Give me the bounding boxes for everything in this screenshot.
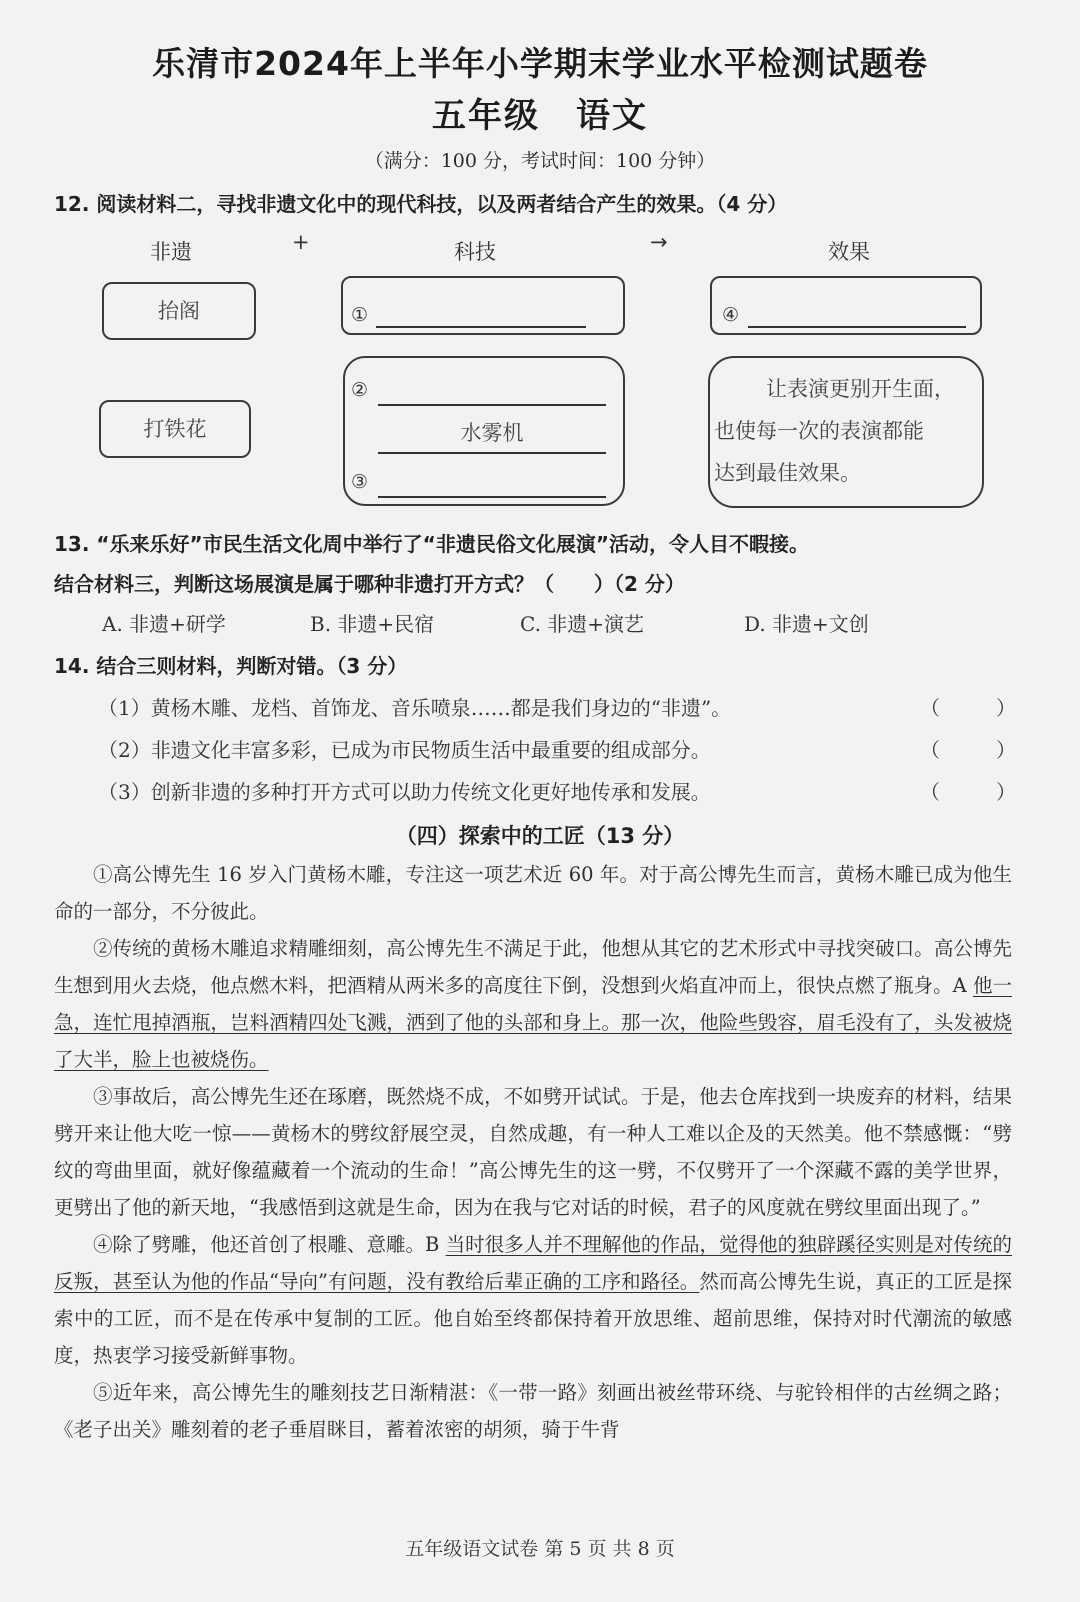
option-c[interactable]: C. 非遗+演艺 xyxy=(520,612,645,636)
column-heritage: 非遗 xyxy=(150,240,192,264)
subject-label: 语文 xyxy=(576,96,648,136)
underlined-sentence-b: 当时很多人并不理解他的作品，觉得他的独辟蹊径实则是对传统的反叛，甚至认为他的作品“导向”有问题，没有教给后辈正确的工序和路径。 xyxy=(54,1233,1012,1293)
question-14: 14. 结合三则材料，判断对错。（3 分） xyxy=(54,654,408,678)
question-13-line-1: 13. “乐来乐好”市民生活文化周中举行了“非遗民俗文化展演”活动，令人目不暇接。 xyxy=(54,532,809,556)
paragraph-4 xyxy=(54,1226,1012,1374)
paragraph-4-text-a: ④除了劈雕，他还首创了根雕、意雕。B xyxy=(93,1233,446,1256)
exam-info: （满分：100 分，考试时间：100 分钟） xyxy=(364,150,716,172)
paragraph-3: ③事故后，高公博先生还在琢磨，既然烧不成，不如劈开试试。于是，他去仓库找到一块废弃的材料，结果劈开来让他大吃一惊——黄杨木的劈纹舒展空灵，自然成趣，有一种人工难以企及的天然美。他不禁感慨：“劈纹的弯曲里面，就好像蕴藏着一个流动的生命！”高公博先生的这一劈，不仅劈开了一个深藏不露的美学世界，更劈出了他的新天地，“我感悟到这就是生命，因为在我与它对话的时候，君子的风度就在劈纹里面出现了。” xyxy=(54,1085,1012,1219)
option-a[interactable]: A. 非遗+研学 xyxy=(102,612,226,636)
paragraph-1: ①高公博先生 16 岁入门黄杨木雕，专注这一项艺术近 60 年。对于高公博先生而言，黄杨木雕已成为他生命的一部分，不分彼此。 xyxy=(54,863,1012,923)
answer-blank-2[interactable] xyxy=(378,404,606,406)
blank-number-2: ② xyxy=(351,379,369,401)
page-footer: 五年级语文试卷 第 5 页 共 8 页 xyxy=(405,1538,675,1560)
answer-blank-3[interactable] xyxy=(378,496,606,498)
underlined-sentence-a: 他一急，连忙甩掉酒瓶，岂料酒精四处飞溅，洒到了他的头部和身上。那一次，他险些毁容，眉毛没有了，头发被烧了大半，脸上也被烧伤。 xyxy=(54,974,1012,1071)
judge-paren-left-1[interactable]: （ xyxy=(920,696,940,720)
judge-paren-left-2[interactable]: （ xyxy=(920,738,940,762)
column-tech: 科技 xyxy=(454,240,496,264)
reading-passage xyxy=(54,856,1012,1448)
column-effect: 效果 xyxy=(828,240,870,264)
paragraph-4-text-b: 然而高公博先生说，真正的工匠是探索中的工匠，而不是在传承中复制的工匠。他自始至终都保持着开放思维、超前思维，保持对时代潮流的敏感度，热衷学习接受新鲜事物。 xyxy=(54,1270,1012,1367)
paragraph-2-text: ②传统的黄杨木雕追求精雕细刻，高公博先生不满足于此，他想从其它的艺术形式中寻找突破口。高公博先生想到用火去烧，他点燃木料，把酒精从两米多的高度往下倒，没想到火焰直冲而上，很快点燃了瓶身。A xyxy=(54,937,1012,997)
effect-line-3: 达到最佳效果。 xyxy=(714,461,861,485)
arrow-icon: → xyxy=(650,230,668,254)
judge-item-1: （1）黄杨木雕、龙档、首饰龙、音乐喷泉……都是我们身边的“非遗”。 xyxy=(98,696,732,720)
blank-number-4: ④ xyxy=(722,304,740,326)
judge-paren-right-3: ） xyxy=(996,780,1016,804)
heritage-item-1: 抬阁 xyxy=(158,299,200,323)
heritage-box-2 xyxy=(99,400,251,458)
effect-line-1: 让表演更别开生面， xyxy=(766,377,955,401)
underline-tech-2 xyxy=(378,452,606,454)
judge-item-3: （3）创新非遗的多种打开方式可以助力传统文化更好地传承和发展。 xyxy=(98,780,711,804)
blank-number-1: ① xyxy=(351,304,369,326)
question-13-line-2: 结合材料三，判断这场展演是属于哪种非遗打开方式？（ ）（2 分） xyxy=(54,572,685,596)
exam-subtitle xyxy=(0,88,1080,137)
judge-paren-left-3[interactable]: （ xyxy=(920,780,940,804)
plus-sign: + xyxy=(292,230,310,254)
question-12: 12. 阅读材料二，寻找非遗文化中的现代科技，以及两者结合产生的效果。（4 分） xyxy=(54,192,788,216)
grade-label: 五年级 xyxy=(432,96,540,136)
effect-line-2: 也使每一次的表演都能 xyxy=(714,419,924,443)
paragraph-5: ⑤近年来，高公博先生的雕刻技艺日渐精湛：《一带一路》刻画出被丝带环绕、与驼铃相伴的古丝绸之路；《老子出关》雕刻着的老子垂眉眯目，蓄着浓密的胡须，骑于牛背 xyxy=(54,1381,1012,1441)
heritage-box-1 xyxy=(102,282,256,340)
tech-item-2: 水雾机 xyxy=(460,421,524,445)
exam-title: 乐清市2024年上半年小学期末学业水平检测试题卷 xyxy=(152,44,928,83)
option-b[interactable]: B. 非遗+民宿 xyxy=(310,612,435,636)
option-d[interactable]: D. 非遗+文创 xyxy=(744,612,869,636)
judge-item-2: （2）非遗文化丰富多彩，已成为市民物质生活中最重要的组成部分。 xyxy=(98,738,711,762)
judge-paren-right-1: ） xyxy=(996,696,1016,720)
judge-paren-right-2: ） xyxy=(996,738,1016,762)
answer-blank-1[interactable] xyxy=(376,326,586,328)
heritage-item-2: 打铁花 xyxy=(143,417,207,441)
paragraph-2 xyxy=(54,930,1012,1078)
blank-number-3: ③ xyxy=(351,471,369,493)
section-heading: （四）探索中的工匠（13 分） xyxy=(395,824,685,848)
answer-blank-4[interactable] xyxy=(748,326,966,328)
